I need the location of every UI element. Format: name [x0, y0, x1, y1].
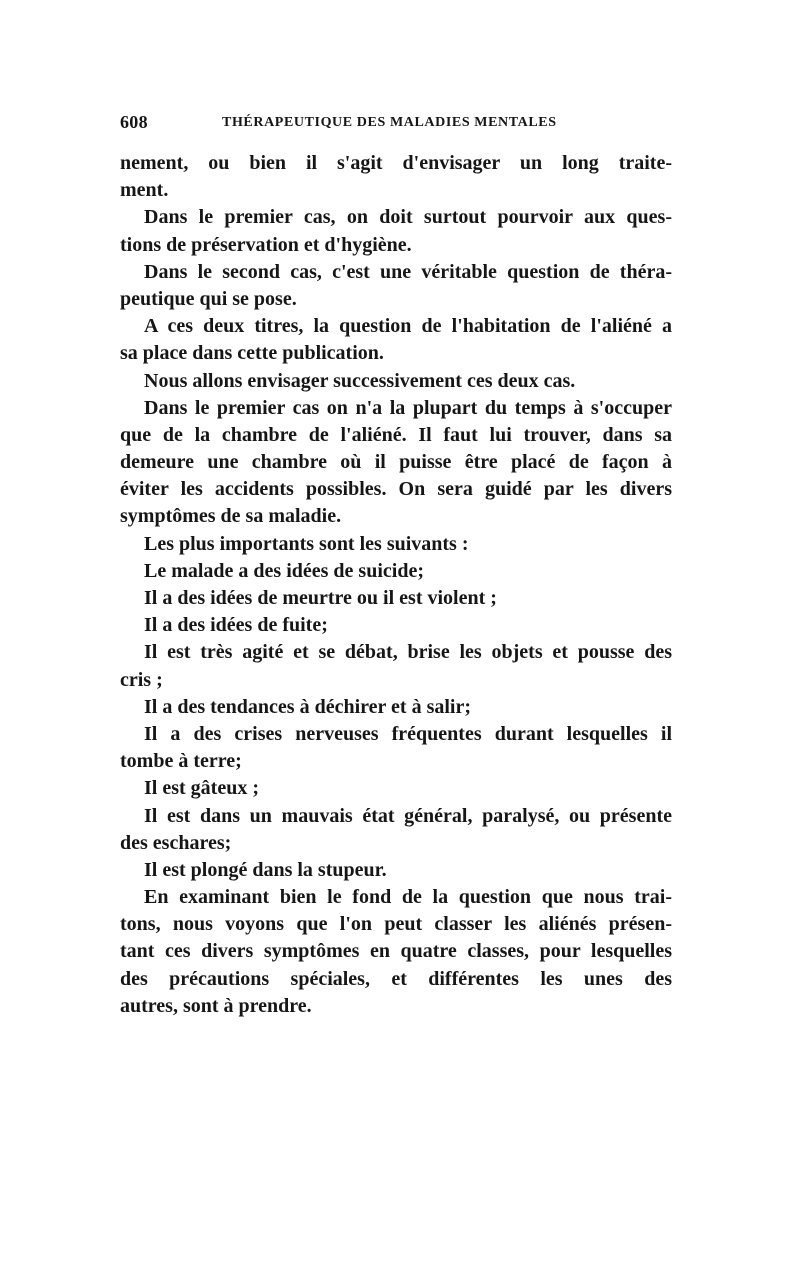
text-line: Il a des crises nerveuses fréquentes durant lesquelles il	[144, 722, 672, 745]
text-line: cris ;	[120, 668, 163, 691]
page-number: 608	[120, 112, 148, 132]
text-line: Le malade a des idées de suicide;	[144, 559, 424, 582]
text-line: des précautions spéciales, et différentes les unes des	[120, 967, 672, 990]
text-line: Dans le premier cas, on doit surtout pourvoir aux ques-	[144, 206, 672, 229]
text-line: Dans le premier cas on n'a la plupart du temps à s'occuper	[144, 396, 672, 419]
text-line: Nous allons envisager successivement ces deux cas.	[144, 369, 576, 392]
text-line: Les plus importants sont les suivants :	[144, 532, 469, 555]
text-line: peutique qui se pose.	[120, 287, 297, 310]
text-line: Dans le second cas, c'est une véritable question de théra-	[144, 260, 672, 283]
body-text	[120, 150, 672, 1020]
text-line: des eschares;	[120, 831, 232, 854]
text-line: ment.	[120, 179, 169, 202]
text-line: symptômes de sa maladie.	[120, 505, 342, 528]
text-line: nement, ou bien il s'agit d'envisager un long traite-	[120, 152, 672, 174]
running-title: THÉRAPEUTIQUE DES MALADIES MENTALES	[222, 115, 557, 130]
text-line: Il est plongé dans la stupeur.	[144, 858, 387, 881]
text-line: Il a des idées de fuite;	[144, 614, 328, 637]
text-line: Il a des idées de meurtre ou il est violent ;	[144, 587, 497, 609]
text-line: autres, sont à prendre.	[120, 994, 312, 1017]
text-line: sa place dans cette publication.	[120, 342, 384, 365]
text-line: que de la chambre de l'aliéné. Il faut lui trouver, dans sa	[120, 423, 672, 446]
text-line: éviter les accidents possibles. On sera guidé par les divers	[120, 478, 672, 501]
text-line: Il est très agité et se débat, brise les objets et pousse des	[144, 641, 672, 664]
text-line: tombe à terre;	[120, 750, 242, 773]
running-head	[120, 112, 672, 142]
text-line: tions de préservation et d'hygiène.	[120, 233, 412, 256]
text-line: En examinant bien le fond de la question que nous trai-	[144, 886, 672, 909]
text-line: tons, nous voyons que l'on peut classer les aliénés présen-	[120, 913, 672, 936]
text-line: Il a des tendances à déchirer et à salir;	[144, 695, 472, 718]
text-line: A ces deux titres, la question de l'habitation de l'aliéné a	[144, 315, 672, 338]
text-line: tant ces divers symptômes en quatre classes, pour lesquelles	[120, 940, 672, 963]
text-line: Il est dans un mauvais état général, paralysé, ou présente	[144, 804, 672, 827]
book-page	[120, 112, 672, 1020]
text-line: Il est gâteux ;	[144, 777, 259, 800]
text-line: demeure une chambre où il puisse être placé de façon à	[120, 451, 672, 474]
